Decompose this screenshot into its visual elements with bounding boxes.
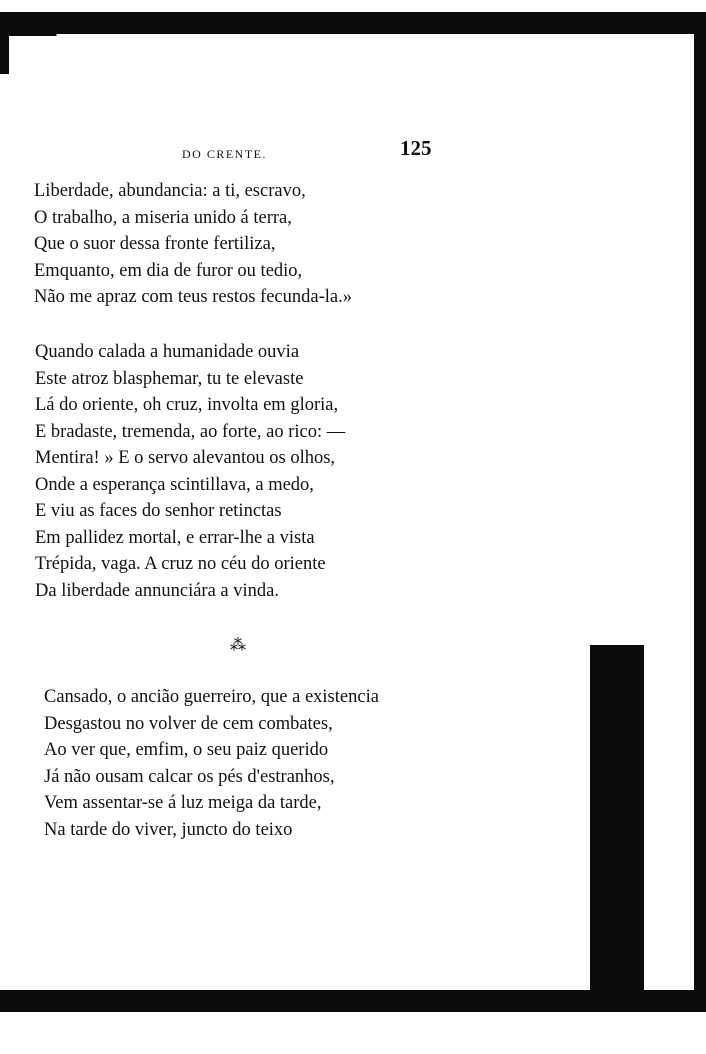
scan-border-left <box>0 34 9 74</box>
verse-line: Já não ousam calcar os pés d'estranhos, <box>44 766 335 787</box>
verse-line: Lá do oriente, oh cruz, involta em gloria, <box>35 395 339 415</box>
running-head: DO CRENTE. <box>182 147 267 161</box>
verse-line: Onde a esperança scintillava, a medo, <box>35 474 314 495</box>
scan-border-top-notch <box>0 30 706 36</box>
poem-stanza-3 <box>44 684 379 843</box>
scan-border-right <box>694 34 706 1004</box>
verse-line: Não me apraz com teus restos fecunda-la.» <box>34 287 352 307</box>
verse-line: Na tarde do viver, juncto do teixo <box>44 819 293 840</box>
verse-line: E viu as faces do senhor retinctas <box>35 501 282 521</box>
verse-line: E bradaste, tremenda, ao forte, ao rico: — <box>35 421 346 442</box>
scan-shadow-right <box>590 645 644 990</box>
verse-line: Ao ver que, emfim, o seu paiz querido <box>44 740 329 760</box>
verse-line: Mentira! » E o servo alevantou os olhos, <box>35 448 336 468</box>
verse-line: Trépida, vaga. A cruz no céu do oriente <box>35 554 326 574</box>
section-ornament: ⁂ <box>230 637 246 654</box>
verse-line: O trabalho, a miseria unido á terra, <box>34 207 292 228</box>
verse-line: Liberdade, abundancia: a ti, escravo, <box>34 181 306 201</box>
verse-line: Este atroz blasphemar, tu te elevaste <box>35 368 304 389</box>
verse-line: Em pallidez mortal, e errar-lhe a vista <box>35 527 315 548</box>
verse-line: Emquanto, em dia de furor ou tedio, <box>34 260 303 281</box>
verse-line: Que o suor dessa fronte fertiliza, <box>34 234 276 254</box>
page-number: 125 <box>400 136 432 160</box>
verse-line: Cansado, o ancião guerreiro, que a existencia <box>44 687 379 707</box>
page-header <box>0 136 706 166</box>
poem-stanza-1 <box>34 178 352 311</box>
verse-line: Da liberdade annunciára a vinda. <box>35 580 279 601</box>
verse-line: Quando calada a humanidade ouvia <box>35 342 300 362</box>
poem-stanza-2 <box>35 339 345 604</box>
verse-line: Vem assentar-se á luz meiga da tarde, <box>44 793 322 813</box>
scan-border-bottom <box>0 990 706 1012</box>
verse-line: Desgastou no volver de cem combates, <box>44 713 333 734</box>
